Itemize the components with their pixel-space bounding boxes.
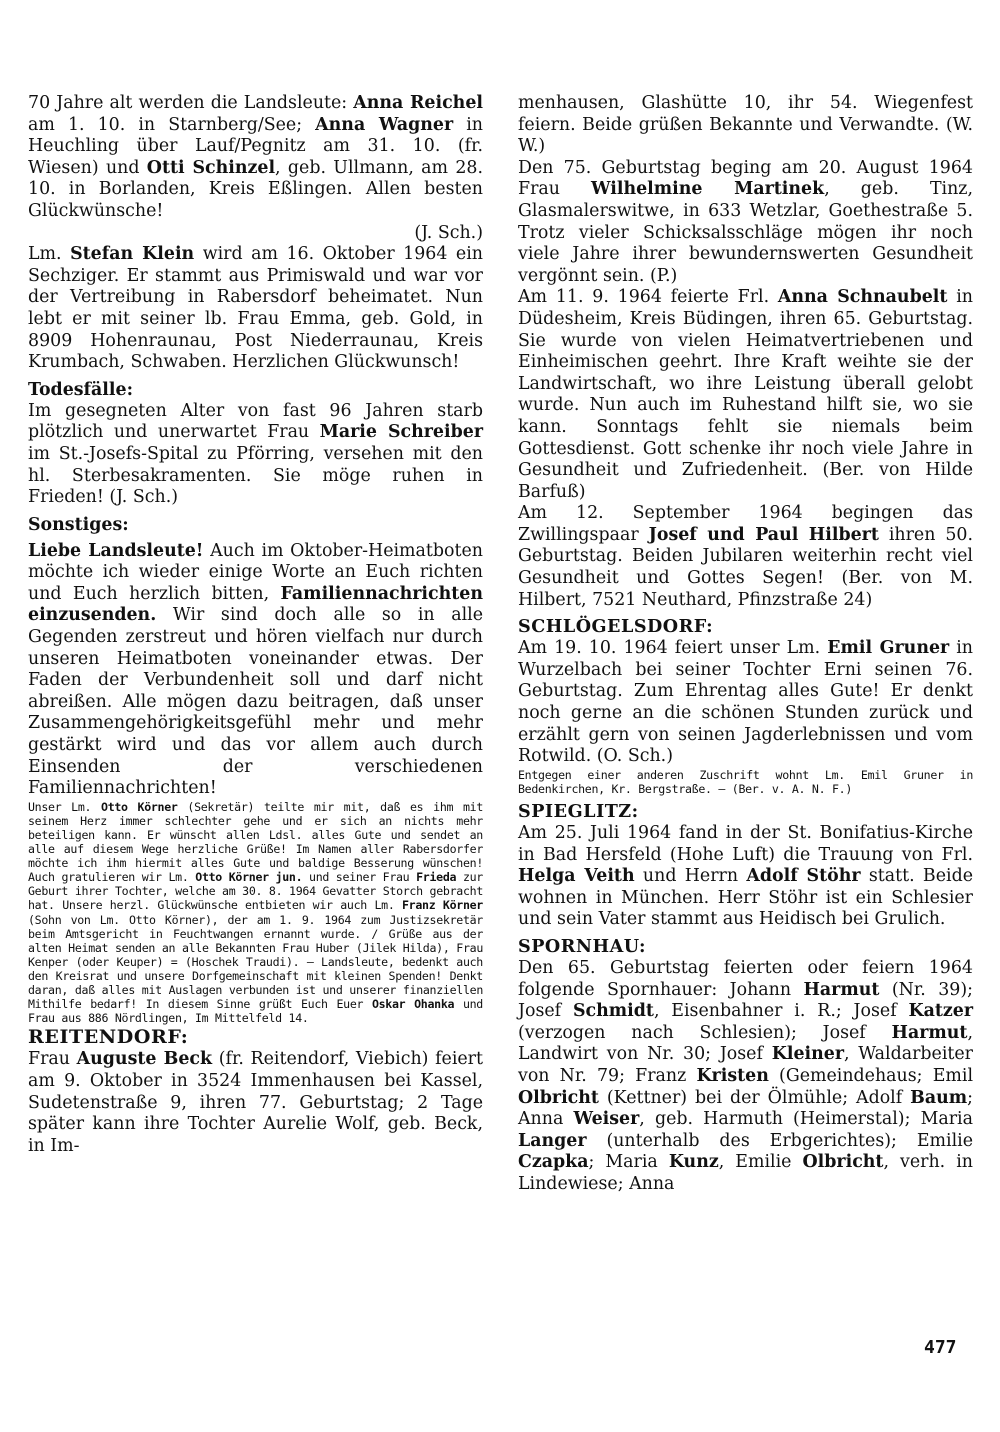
article-liebe-landsleute: Liebe Landsleute! Auch im Oktober-Heimatboten möchte ich wieder einige Worte an Euch richten und Euch herzlich bitten, Familiennachrichten einzusenden. Wir sind doch alle so in alle Gegenden zerstreut und hören vielfach nur durch unseren Heimatboten voneinander etwas. Der Faden der Verbundenheit soll und darf nicht abreißen. Alle mögen dazu beitragen, daß unser Zusammengehörigkeitsgefühl mehr und mehr gestärkt wird und das vor allem auch durch Einsenden der verschiedenen Familiennachrichten! (28, 540, 483, 799)
heading-sonstiges: Sonstiges: (28, 514, 129, 535)
heading-reitendorf: REITENDORF: (28, 1026, 189, 1049)
article-hilbert-twins: Am 12. September 1964 begingen das Zwillingspaar Josef und Paul Hilbert ihren 50. Geburtstag. Beiden Jubilaren weiterhin recht viel Gesundheit und Gottes Segen! (Ber. von M. Hilbert, 7521 Neuthard, Pfinzstraße 24) (518, 503, 974, 610)
article-wedding: Am 25. Juli 1964 fand in der St. Bonifatius-Kirche in Bad Hersfeld (Hohe Luft) die Trauung von Frl. Helga Veith und Herrn Adolf Stöhr statt. Beide wohnen in München. Herr Stöhr ist ein Schlesier und sein Vater stammt aus Heidisch bei Grulich. (518, 823, 973, 930)
article-otto-koerner: Unser Lm. Otto Körner (Sekretär) teilte mir mit, daß es ihm mit seinem Herz immer schlechter gehe und er sich an nichts mehr beteiligen kann. Er wünscht allen Ldsl. alles Gute und sendet an alle auf diesem Wege herzliche Grüße! Im Namen aller Rabersdorfer möchte ich ihm hiermit alles Gute und baldige Besserung wünschen! Auch gratulieren wir Lm. Otto Körner jun. und seiner Frau Frieda zur Geburt ihrer Tochter, welche am 30. 8. 1964 Gevatter Storch gebracht hat. Unsere herzl. Glückwünsche entbieten wir auch Lm. Franz Körner (Sohn von Lm. Otto Körner), der am 1. 9. 1964 zum Justizsekretär beim Amtsgericht in Feuchtwangen ernannt wurde. / Grüße aus der alten Heimat senden an alle Bekannten Frau Huber (Jilek Hilda), Frau Kenper (oder Keuper) = (Hoschek Traudi). — Landsleute, bedenkt auch den Kreisrat und unsere Dorfgemeinschaft mit kleinen Spenden! Denkt daran, daß alles mit Auslagen verbunden ist und unserer finanziellen Mithilfe bedarf! In diesem Sinne grüßt Euch Euer Oskar Ohanka und Frau aus 886 Nördlingen, Im Mittelfeld 14. (28, 799, 484, 1026)
article-todesfall: Im gesegneten Alter von fast 96 Jahren starb plötzlich und unerwartet Frau Marie Schreiber im St.-Josefs-Spital zu Pförring, versehen mit den hl. Sterbesakramenten. Sie möge ruhen in Frieden! (J. Sch.) (28, 400, 483, 508)
article-stefan-klein: Lm. Stefan Klein wird am 16. Oktober 1964 ein Sechziger. Er stammt aus Primiswald und war vor der Vertreibung in Rabersdorf beheimatet. Nun lebt er mit seiner lb. Frau Emma, geb. Gold, in 8909 Hohenraunau, Post Niederraunau, Kreis Krumbach, Schwaben. Herzlichen Glückwunsch! (28, 244, 483, 373)
heading-todesfaelle: Todesfälle: (28, 379, 134, 400)
article-signature: (J. Sch.) (414, 222, 483, 243)
article-anna-schnaubelt: Am 11. 9. 1964 feierte Frl. Anna Schnaubelt in Düdesheim, Kreis Büdingen, ihren 65. Geburtstag. Sie wurde von vielen Heimatvertriebenen und Einheimischen geehrt. Ihre Kraft weihte sie der Landwirtschaft, wo ihre Leistung überall gelobt wurde. Nun auch im Ruhestand hilft sie, wo sie kann. Sonntags fehlt sie niemals beim Gottesdienst. Gott schenke ihr noch viele Jahre in Gesundheit und Zufriedenheit. (Ber. von Hilde Barfuß) (518, 287, 973, 502)
article-wilhelmine-martinek: Den 75. Geburtstag beging am 20. August 1964 Frau Wilhelmine Martinek, geb. Tinz, Glasmalerswitwe, in 633 Wetzlar, Goethestraße 5. Trotz vieler Schicksalsschläge mögen ihr noch viele Jahre ihrer bewundernswerten Gesundheit vergönnt sein. (P.) (518, 157, 973, 286)
page-number: 477 (924, 1337, 957, 1358)
heading-spieglitz: SPIEGLITZ: (518, 801, 639, 822)
article-birthday-70: 70 Jahre alt werden die Landsleute: Anna Reichel am 1. 10. in Starnberg/See; Anna Wagner in Heuchling über Lauf/Pegnitz am 31. 10. (fr. Wiesen) und Otti Schinzel, geb. Ullmann, am 28. 10. in Borlanden, Kreis Eßlingen. Allen besten Glückwünsche! (28, 93, 484, 221)
left-column (28, 93, 483, 1157)
right-column (518, 93, 973, 1196)
article-correction: Entgegen einer anderen Zuschrift wohnt Lm. Emil Gruner in Bedenkirchen, Kr. Bergstraße. — (Ber. v. A. N. F.) (518, 767, 973, 796)
heading-schloegelsdorf: SCHLÖGELSDORF: (518, 616, 714, 638)
article-emil-gruner: Am 19. 10. 1964 feiert unser Lm. Emil Gruner in Wurzelbach bei seiner Tochter Erni seinen 76. Geburtstag. Zum Ehrentag alles Gute! Er denkt noch gerne an die schönen Stunden zurück und erzählt gern von seinen Jagderlebnissen und vom Rotwild. (O. Sch.) (518, 638, 973, 767)
article-continued: menhausen, Glashütte 10, ihr 54. Wiegenfest feiern. Beide grüßen Bekannte und Verwandte. (W. W.) (518, 93, 973, 157)
article-auguste-beck: Frau Auguste Beck (fr. Reitendorf, Viebich) feiert am 9. Oktober in 3524 Immenhausen bei Kassel, Sudetenstraße 9, ihren 77. Geburtstag; 2 Tage später kann ihre Tochter Aurelie Wolf, geb. Beck, in Im- (28, 1049, 483, 1156)
article-spornhau-birthdays: Den 65. Geburtstag feierten oder feiern 1964 folgende Spornhauer: Johann Harmut (Nr. 39); Josef Schmidt, Eisenbahner i. R.; Josef Katzer (verzogen nach Schlesien); Josef Harmut, Landwirt von Nr. 30; Josef Kleiner, Waldarbeiter von Nr. 79; Franz Kristen (Gemeindehaus; Emil Olbricht (Kettner) bei der Ölmühle; Adolf Baum; Anna Weiser, geb. Harmuth (Heimerstal); Maria Langer (unterhalb des Erbgerichtes); Emilie Czapka; Maria Kunz, Emilie Olbricht, verh. in Lindewiese; Anna (518, 957, 974, 1194)
heading-spornhau: SPORNHAU: (518, 935, 646, 957)
